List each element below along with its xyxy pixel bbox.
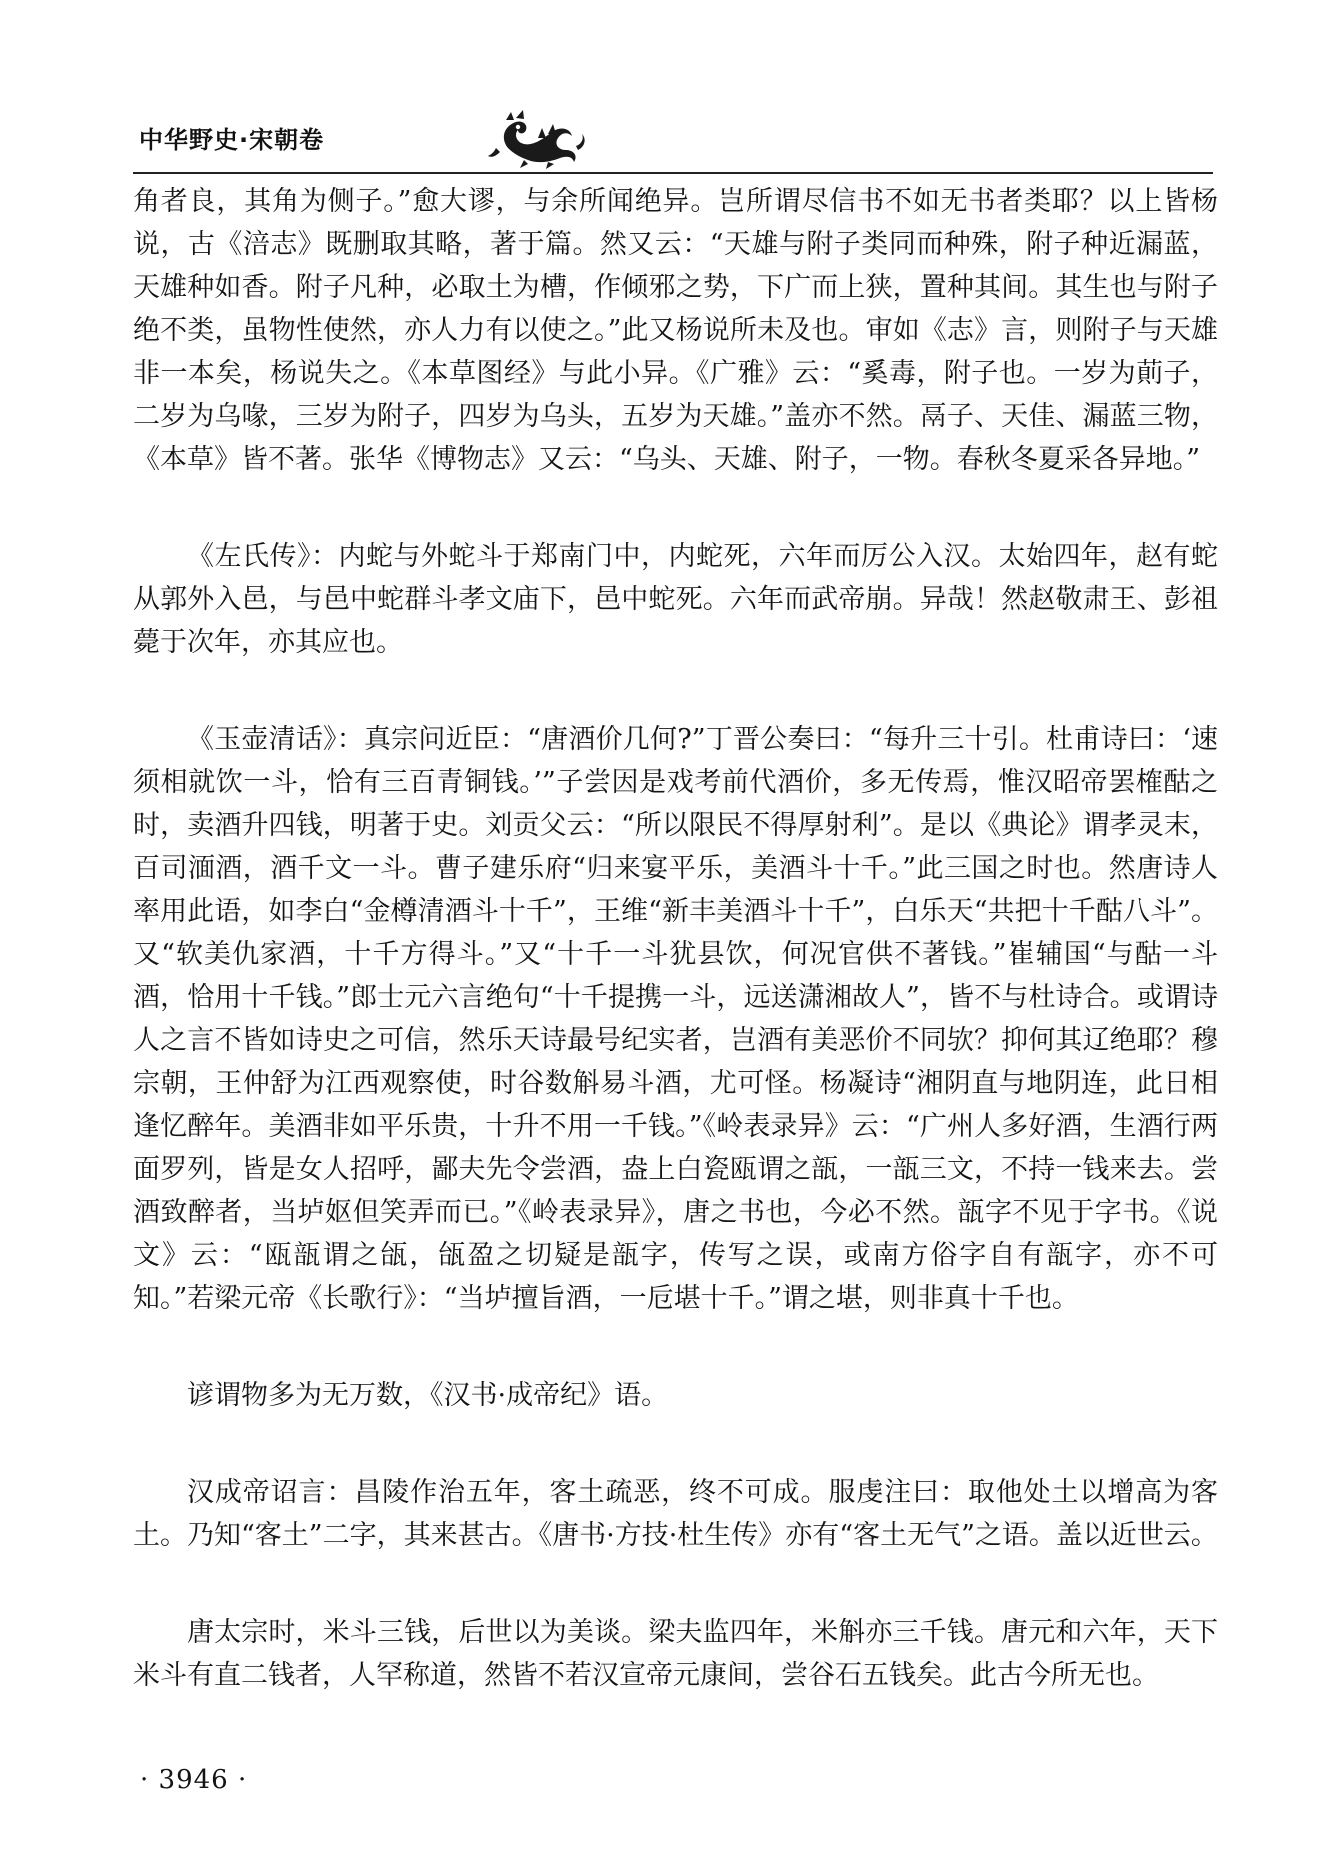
- dragon-emblem-icon: [478, 108, 588, 170]
- paragraph: 《玉壶清话》：真宗问近臣：“唐酒价几何?”丁晋公奏曰：“每升三十引。杜甫诗曰：‘速须相就饮一斗，恰有三百青铜钱。’”子尝因是戏考前代酒价，多无传焉，惟汉昭帝罢榷酤之时，卖酒升四钱，明著于史。刘贡父云：“所以限民不得厚射利”。是以《典论》谓孝灵末，百司湎酒，酒千文一斗。曹子建乐府“归来宴平乐，美酒斗十千。”此三国之时也。然唐诗人率用此语，如李白“金樽清酒斗十千”，王维“新丰美酒斗十千”，白乐天“共把十千酤八斗”。又“软美仇家酒，十千方得斗。”又“十千一斗犹县饮，何况官供不著钱。”崔辅国“与酤一斗酒，恰用十千钱。”郎士元六言绝句“十千提携一斗，远送潇湘故人”，皆不与杜诗合。或谓诗人之言不皆如诗史之可信，然乐天诗最号纪实者，岂酒有美恶价不同欤？抑何其辽绝耶？穆宗朝，王仲舒为江西观察使，时谷数斛易斗酒，尤可怪。杨凝诗“湘阴直与地阴连，此日相逢忆醉年。美酒非如平乐贵，十升不用一千钱。”《岭表录异》云：“广州人多好酒，生酒行两面罗列，皆是女人招呼，鄙夫先令尝酒，盎上白瓷瓯谓之瓿，一瓿三文，不持一钱来去。尝酒致醉者，当垆妪但笑弄而已。”《岭表录异》，唐之书也，今必不然。瓿字不见于字书。《说文》云：“瓯瓿谓之瓵，瓵盈之切疑是瓿字，传写之误，或南方俗字自有瓿字，亦不可知。”若梁元帝《长歌行》：“当垆擅旨酒，一卮堪十千。”谓之堪，则非真十千也。: [133, 724, 1218, 1314]
- paragraph: 汉成帝诏言：昌陵作治五年，客土疏恶，终不可成。服虔注曰：取他处土以增高为客土。乃知“客土”二字，其来甚古。《唐书·方技·杜生传》亦有“客土无气”之语。盖以近世云。: [133, 1477, 1218, 1551]
- book-title: 中华野史·宋朝卷: [139, 126, 325, 154]
- page-body: [133, 180, 1218, 1697]
- paragraph: 唐太宗时，米斗三钱，后世以为美谈。梁夫监四年，米斛亦三千钱。唐元和六年，天下米斗有直二钱者，人罕称道，然皆不若汉宣帝元康间，尝谷石五钱矣。此古今所无也。: [133, 1617, 1218, 1691]
- paragraph: 角者良，其角为侧子。”愈大谬，与余所闻绝异。岂所谓尽信书不如无书者类耶？以上皆杨说，古《涪志》既删取其略，著于篇。然又云：“天雄与附子类同而种殊，附子种近漏蓝，天雄种如香。附子凡种，必取土为槽，作倾邪之势，下广而上狭，置种其间。其生也与附子绝不类，虽物性使然，亦人力有以使之。”此又杨说所未及也。审如《志》言，则附子与天雄非一本矣，杨说失之。《本草图经》与此小异。《广雅》云：“奚毒，附子也。一岁为萴子，二岁为乌喙，三岁为附子，四岁为乌头，五岁为天雄。”盖亦不然。鬲子、天佳、漏蓝三物，《本草》皆不著。张华《博物志》又云：“乌头、天雄、附子，一物。春秋冬夏采各异地。”: [133, 186, 1218, 475]
- paragraph: 《左氏传》：内蛇与外蛇斗于郑南门中，内蛇死，六年而厉公入汉。太始四年，赵有蛇从郭外入邑，与邑中蛇群斗孝文庙下，邑中蛇死。六年而武帝崩。异哉！然赵敬肃王、彭祖薨于次年，亦其应也。: [133, 541, 1218, 658]
- running-header: [133, 108, 1213, 178]
- page-number: · 3946 ·: [140, 1765, 248, 1795]
- paragraph: 谚谓物多为无万数，《汉书·成帝纪》语。: [187, 1380, 669, 1411]
- header-divider: [133, 172, 1213, 174]
